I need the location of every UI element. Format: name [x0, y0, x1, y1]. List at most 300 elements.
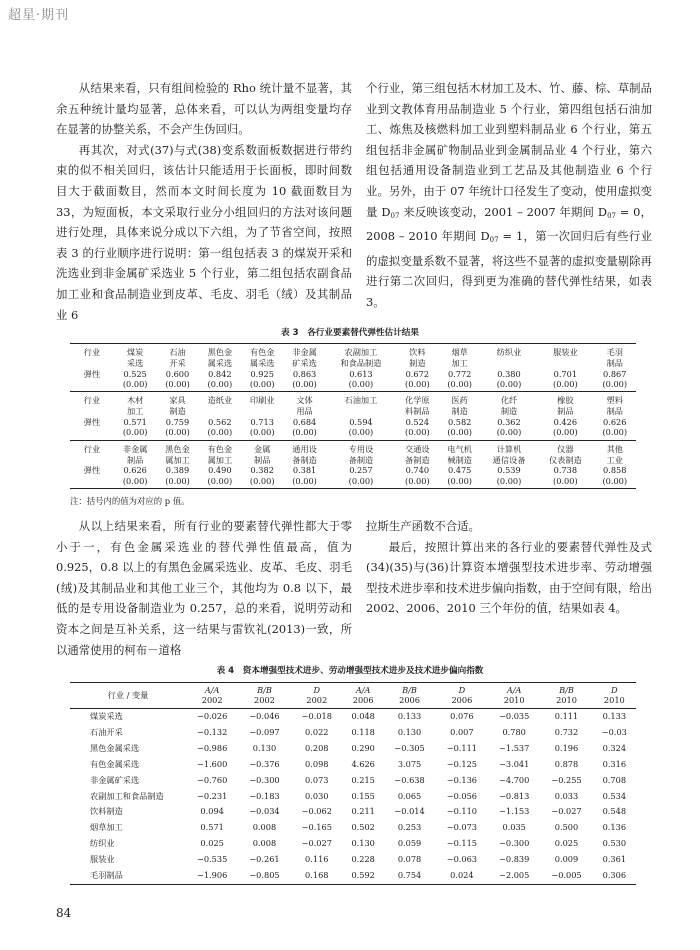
column-variable: D: [611, 685, 618, 695]
table-cell: −0.027: [551, 806, 582, 817]
industry-name: 化纤: [500, 395, 518, 406]
column-year: 2002: [254, 695, 275, 705]
industry-name: 服装业: [553, 347, 578, 357]
table4-tech-progress: [70, 682, 636, 885]
elasticity-value: 0.539: [497, 465, 521, 476]
elasticity-value: 0.571: [123, 417, 147, 427]
column-header: [383, 683, 435, 709]
elasticity-value: 0.863: [292, 368, 317, 379]
column-variable: B/B: [257, 685, 272, 695]
table-cell: −3.041: [499, 758, 530, 769]
column-header: [540, 683, 592, 709]
table-row: [70, 440, 636, 454]
elasticity-value: 0.613: [349, 368, 373, 379]
table3-note: 注：括号内的值为对应的 p 值。: [70, 496, 190, 506]
industry-name: 塑料: [606, 395, 623, 406]
elasticity-value: 0.626: [123, 465, 147, 476]
elasticity-value: 0.626: [603, 417, 627, 427]
body-column-mid-left: [56, 516, 352, 660]
elasticity-value: 0.382: [250, 465, 274, 476]
table-cell: 0.732: [554, 726, 579, 737]
table-cell: 0.098: [305, 758, 329, 769]
p-value: (0.00): [396, 476, 438, 489]
elasticity-value: 0.380: [497, 368, 521, 379]
industry-name: [537, 358, 593, 369]
table-row: [70, 741, 636, 757]
table-cell: 0.754: [397, 870, 422, 881]
elasticity-value: 0.381: [292, 465, 317, 476]
table-cell: −0.014: [394, 806, 425, 817]
column-variable: A/A: [506, 685, 522, 695]
elasticity-value: 0.672: [405, 368, 430, 379]
table-cell: −0.115: [446, 838, 478, 849]
industry-name: 黑色金: [207, 347, 233, 357]
industry-name: 有色金属采选: [90, 758, 140, 769]
p-value: (0.00): [481, 379, 537, 392]
industry-name: 属采选: [249, 357, 275, 368]
industry-name: 制品: [254, 454, 271, 465]
industry-name: 木材: [126, 395, 144, 406]
table-cell: 0.118: [351, 726, 375, 737]
table-cell: −0.027: [301, 838, 332, 849]
industry-name: 医药: [451, 395, 468, 406]
table-cell: −0.300: [249, 774, 280, 785]
column-header: [343, 683, 383, 709]
industry-name: [326, 406, 396, 417]
industry-name: [199, 406, 241, 417]
table-row: [70, 773, 636, 789]
industry-name: 交通设: [405, 443, 430, 454]
table-cell: −0.056: [446, 790, 478, 801]
table-cell: 0.025: [554, 838, 579, 849]
elasticity-value: 0.842: [208, 368, 232, 379]
table-cell: 0.078: [397, 854, 422, 865]
table-cell: 0.130: [252, 742, 277, 753]
table-cell: −1.906: [197, 870, 228, 881]
row-label-elasticity: 弹性: [83, 465, 101, 476]
p-value: (0.00): [326, 476, 396, 489]
table-cell: 0.316: [602, 758, 627, 769]
table-cell: −0.535: [197, 854, 228, 865]
industry-name: 备制造: [292, 454, 317, 465]
table-cell: 0.094: [200, 806, 224, 817]
table-cell: 0.780: [502, 726, 526, 737]
industry-name: 属加工: [165, 454, 190, 465]
column-year: 2006: [399, 695, 420, 705]
table-cell: −0.132: [197, 726, 228, 737]
industry-name: 服装业: [90, 854, 115, 865]
industry-name: 制品: [606, 406, 623, 417]
industry-name: 烟草: [451, 347, 468, 357]
column-header: [291, 683, 343, 709]
table-cell: −0.063: [446, 854, 478, 865]
table-cell: 0.007: [450, 726, 474, 737]
page-number: 84: [56, 906, 72, 920]
table-cell: 0.035: [502, 822, 526, 833]
table-cell: −0.183: [249, 790, 280, 801]
table-cell: 0.033: [554, 790, 579, 801]
table-cell: 0.211: [351, 806, 375, 817]
table-cell: 0.548: [602, 806, 627, 817]
industry-name: 采选: [126, 357, 144, 368]
table-row: [70, 465, 636, 475]
body-column-mid-right: [366, 516, 652, 619]
p-value: (0.00): [241, 379, 283, 392]
table-cell: −1.153: [499, 806, 530, 817]
p-value: (0.00): [481, 476, 537, 489]
table3-elasticity: [70, 343, 636, 489]
industry-name: 计算机: [496, 443, 522, 454]
table-row: [70, 392, 636, 406]
p-value: (0.00): [199, 379, 241, 392]
body-paragraph: 最后，按照计算出来的各行业的要素替代弹性及式(34)(35)与(36)计算资本增强型技术进步率、劳动增强型技术进步率和技术进步偏向指数，由于空间有限，给出 2002、2006、2010 三个年份的值，结果如表 4。: [366, 539, 652, 616]
industry-name: [241, 406, 283, 417]
elasticity-value: 0.562: [208, 417, 232, 427]
industry-name: 制造: [500, 406, 518, 417]
table-cell: 0.130: [397, 726, 422, 737]
table-row: [70, 379, 636, 392]
p-value: (0.00): [199, 427, 241, 440]
table-cell: −0.305: [394, 742, 425, 753]
table-cell: −0.165: [301, 822, 332, 833]
table-cell: −0.125: [446, 758, 478, 769]
elasticity-value: 0.701: [553, 368, 578, 379]
table-cell: 0.168: [305, 870, 329, 881]
industry-name: 饮料制造: [90, 806, 123, 817]
column-header: [238, 683, 290, 709]
elasticity-value: 0.600: [165, 368, 190, 379]
table-cell: −0.805: [249, 870, 280, 881]
table-cell: 0.030: [305, 790, 329, 801]
industry-name: 非金属: [122, 443, 148, 454]
p-value: (0.00): [594, 427, 636, 440]
table-row: [70, 836, 636, 852]
industry-name: 制造: [169, 406, 186, 417]
industry-name: 毛羽制品: [90, 870, 123, 881]
industry-name: 仪器: [557, 443, 574, 454]
industry-name: 加工: [126, 406, 144, 417]
elasticity-value: 0.257: [349, 465, 373, 476]
table4-row-header: 行业 / 变量: [70, 683, 186, 709]
elasticity-value: 0.740: [405, 465, 430, 476]
elasticity-value: 0.582: [447, 417, 472, 427]
column-year: 2002: [201, 695, 223, 705]
table-cell: 0.196: [554, 742, 579, 753]
industry-name: 属加工: [207, 454, 233, 465]
industry-name: 石油开采: [90, 726, 123, 737]
body-paragraph: 再其次，对式(37)与式(38)变系数面板数据进行带约束的似不相关回归，该估计只能适用于长面板，即时间数目大于截面数目，然而本文时间长度为 10 截面数目为 33，为短面板，本文采取行业分小组回归的方法对该问题进行处理，具体来说分成以下六组，为了节省空间，按照表 3 的行业顺序进行说明：第一组包括表 3 的煤炭开采和洗选业到非金属矿采选业 5 个行业，第二组包括农副食品加工业和食品制造业到皮革、毛皮、羽毛（绒）及其制品业 6: [56, 142, 352, 322]
table-cell: −0.231: [197, 790, 228, 801]
table-cell: 0.253: [397, 822, 422, 833]
industry-name: 化学原: [405, 395, 430, 406]
industry-name: 专用设: [348, 443, 374, 454]
table-cell: 0.136: [602, 822, 627, 833]
p-value: (0.00): [594, 379, 636, 392]
table-cell: −4.700: [499, 774, 530, 785]
column-year: 2010: [556, 695, 577, 705]
table-cell: −0.376: [249, 758, 280, 769]
p-value: (0.00): [439, 427, 481, 440]
industry-name: 印刷业: [249, 395, 275, 406]
table-cell: 0.571: [200, 822, 224, 833]
table-cell: −0.638: [394, 774, 425, 785]
row-label-spacer: [70, 358, 114, 369]
column-header: [436, 683, 488, 709]
column-variable: A/A: [204, 685, 220, 695]
elasticity-value: 0.713: [250, 417, 274, 427]
table-cell: 0.133: [602, 711, 627, 721]
elasticity-value: 0.867: [603, 368, 627, 379]
table-row: [70, 417, 636, 427]
industry-name: 饮料: [409, 347, 426, 357]
row-label-industry: 行业: [83, 347, 101, 357]
table-cell: −0.136: [446, 774, 478, 785]
p-value: (0.00): [241, 427, 283, 440]
p-value: (0.00): [156, 476, 198, 489]
table-cell: 0.048: [351, 711, 375, 721]
industry-name: 毛羽: [606, 347, 623, 357]
industry-name: 造纸业: [207, 395, 233, 406]
table-cell: 0.025: [200, 838, 224, 849]
p-value: (0.00): [537, 379, 593, 392]
row-label-industry: 行业: [83, 443, 101, 454]
p-value: (0.00): [199, 476, 241, 489]
column-variable: B/B: [402, 685, 417, 695]
table-cell: −0.111: [446, 742, 478, 753]
table-cell: 0.500: [554, 822, 579, 833]
industry-name: 用品: [296, 406, 313, 417]
elasticity-value: 0.738: [553, 465, 578, 476]
table-cell: 0.306: [602, 870, 627, 881]
table-cell: 0.361: [602, 854, 627, 865]
industry-name: 烟草加工: [90, 822, 123, 833]
column-variable: A/A: [355, 685, 371, 695]
industry-name: 有色金: [207, 443, 233, 454]
industry-name: 非金属: [292, 347, 317, 357]
table-cell: 4.626: [351, 758, 375, 769]
body-column-top-right: [366, 78, 652, 313]
industry-name: 农副加工: [344, 347, 378, 357]
elasticity-value: 0.426: [553, 417, 578, 427]
elasticity-value: 0.475: [447, 465, 472, 476]
column-variable: D: [313, 685, 321, 695]
column-variable: D: [458, 685, 466, 695]
p-value: (0.00): [283, 476, 325, 489]
table-cell: −0.034: [249, 806, 280, 817]
p-value: (0.00): [156, 427, 198, 440]
table-cell: −0.839: [499, 854, 530, 865]
column-header: [593, 683, 636, 709]
table-row: [70, 476, 636, 489]
table-cell: 0.228: [351, 854, 375, 865]
industry-name: [481, 358, 537, 369]
industry-name: 家具: [169, 395, 186, 406]
table-cell: 0.324: [602, 742, 627, 753]
table-cell: −0.026: [197, 711, 228, 721]
industry-name: 煤炭采选: [90, 711, 123, 721]
industry-name: 制品: [126, 454, 144, 465]
industry-name: 通信设备: [492, 454, 526, 465]
p-value: (0.00): [283, 427, 325, 440]
table-cell: −0.062: [301, 806, 332, 817]
column-year: 2006: [451, 695, 473, 705]
table-cell: −2.005: [499, 870, 530, 881]
table-row: [70, 804, 636, 820]
body-paragraph: 从以上结果来看，所有行业的要素替代弹性都大于零小于一，有色金属采选业的替代弹性值最高，值为 0.925，0.8 以上的有黑色金属采选业、皮革、毛皮、羽毛(绒)及其制品业和其他工业三个，其他均为 0.8 以下，最低的是专用设备制造业为 0.257，总的来看，说明劳动和资本之间是互补关系，这一结果与雷钦礼(2013)一致，所以通常使用的柯布－道格: [56, 519, 352, 657]
table-cell: −0.097: [249, 726, 280, 737]
table-cell: −0.035: [499, 711, 530, 721]
table-cell: 0.008: [252, 822, 277, 833]
table-cell: −1.600: [197, 758, 228, 769]
industry-name: 石油加工: [344, 395, 378, 406]
body-paragraph: 从结果来看，只有组间检验的 Rho 统计量不显著，其余五种统计量均显著，总体来看，可以认为两组变量均存在显著的协整关系，不会产生伪回归。: [56, 81, 352, 137]
industry-name: 橡胶: [557, 395, 574, 406]
table-cell: −0.03: [601, 726, 627, 737]
p-value: (0.00): [439, 476, 481, 489]
table-cell: 0.130: [351, 838, 375, 849]
industry-name: 制品: [606, 357, 623, 368]
column-year: 2010: [603, 695, 625, 705]
industry-name: 其他: [606, 443, 623, 454]
elasticity-value: 0.925: [250, 368, 274, 379]
table-cell: 0.592: [351, 870, 375, 881]
table-cell: 3.075: [397, 758, 422, 769]
elasticity-value: 0.759: [165, 417, 190, 427]
p-value: (0.00): [114, 379, 156, 392]
industry-name: 械制造: [447, 454, 472, 465]
p-value: (0.00): [326, 427, 396, 440]
industry-name: 煤炭: [126, 347, 144, 357]
p-value: (0.00): [114, 427, 156, 440]
elasticity-value: 0.594: [349, 417, 373, 427]
table-cell: 0.878: [554, 758, 579, 769]
table-cell: −0.760: [197, 774, 228, 785]
p-value: (0.00): [396, 427, 438, 440]
table-row: [70, 868, 636, 884]
table-cell: −1.537: [499, 742, 530, 753]
table-cell: 0.155: [351, 790, 375, 801]
p-value: (0.00): [481, 427, 537, 440]
table-cell: 0.530: [602, 838, 627, 849]
body-paragraph: 个行业，第三组包括木材加工及木、竹、藤、棕、草制品业到文教体育用品制造业 5 个行业，第四组包括石油加工、炼焦及核燃料加工业到塑料制品业 6 个行业，第五组包括非金属矿物制品业到金属制品业 4 个行业，第六组包括通用设备制造业到工艺品及其他制造业 6 个行业。另外，由于 07 年统计口径发生了变动，使用虚拟变量 $D_{07}$ 来反映该变动，2001 – 2007 年期间 $D_{07} = 0$，2008 – 2010 年期间 $D_{07} = 1$，第一次回归后有些行业的虚拟变量系数不显著，将这些不显著的虚拟变量剔除再进行第二次回归，得到更为准确的替代弹性结果，如表 3。: [366, 81, 652, 309]
row-label-spacer: [70, 476, 114, 489]
table-row: [70, 725, 636, 741]
table-cell: 0.502: [351, 822, 375, 833]
industry-name: 石油: [169, 347, 186, 357]
elasticity-value: 0.525: [123, 368, 147, 379]
column-year: 2002: [306, 695, 328, 705]
table-cell: 0.073: [305, 774, 329, 785]
p-value: (0.00): [326, 379, 396, 392]
row-label-industry: 行业: [83, 395, 101, 406]
table-cell: −0.018: [301, 711, 332, 721]
column-header: [488, 683, 540, 709]
table-cell: −0.073: [446, 822, 478, 833]
body-paragraph: 拉斯生产函数不合适。: [366, 519, 480, 533]
industry-name: 备制造: [405, 454, 430, 465]
table-row: [70, 406, 636, 417]
p-value: (0.00): [156, 379, 198, 392]
table-cell: 0.022: [305, 726, 329, 737]
industry-name: 金属: [254, 443, 271, 454]
row-label-elasticity: 弹性: [83, 417, 101, 427]
elasticity-value: 0.772: [447, 368, 472, 379]
row-label-spacer: [70, 379, 114, 392]
table-cell: −0.261: [249, 854, 280, 865]
industry-name: 文体: [296, 395, 313, 406]
table-row: [70, 820, 636, 836]
table-row: [70, 358, 636, 369]
industry-name: 非金属矿采选: [90, 774, 140, 785]
elasticity-value: 0.490: [208, 465, 232, 476]
industry-name: 矿采选: [292, 357, 317, 368]
table-cell: 0.116: [305, 854, 329, 865]
table-cell: 0.133: [397, 711, 422, 721]
table-row: [70, 369, 636, 379]
industry-name: 工业: [606, 454, 623, 465]
industry-name: 仪表制造: [548, 454, 582, 465]
table-cell: 0.076: [450, 711, 474, 721]
industry-name: 备制造: [348, 454, 374, 465]
row-label-spacer: [70, 455, 114, 466]
industry-name: 料制品: [405, 406, 430, 417]
table-cell: 0.290: [351, 742, 375, 753]
table-cell: −0.300: [499, 838, 530, 849]
table-cell: 0.708: [602, 774, 627, 785]
table-row: [70, 709, 636, 725]
elasticity-value: 0.524: [405, 417, 430, 427]
table-cell: 0.534: [602, 790, 627, 801]
column-header: [186, 683, 238, 709]
industry-name: 电气机: [447, 443, 472, 454]
table-cell: −0.255: [551, 774, 582, 785]
industry-name: 有色金: [249, 347, 275, 357]
p-value: (0.00): [537, 427, 593, 440]
table-row: [70, 852, 636, 868]
table-cell: −0.986: [197, 742, 228, 753]
elasticity-value: 0.858: [603, 465, 627, 476]
table-cell: 0.065: [397, 790, 422, 801]
industry-name: 纺织业: [496, 347, 522, 357]
p-value: (0.00): [396, 379, 438, 392]
table-cell: −0.046: [249, 711, 280, 721]
industry-name: 纺织业: [90, 838, 115, 849]
p-value: (0.00): [537, 476, 593, 489]
journal-brand-logo: 超星·期刊: [8, 8, 70, 23]
industry-name: 制品: [557, 406, 574, 417]
table-cell: −0.813: [499, 790, 530, 801]
table4-caption: 表 4 资本增强型技术进步、劳动增强型技术进步及技术进步偏向指数: [216, 666, 484, 676]
table-row: [70, 789, 636, 805]
column-year: 2010: [503, 695, 525, 705]
elasticity-value: 0.389: [165, 465, 190, 476]
table-cell: −0.005: [551, 870, 582, 881]
elasticity-value: 0.684: [292, 417, 317, 427]
p-value: (0.00): [283, 379, 325, 392]
industry-name: 制造: [451, 406, 468, 417]
p-value: (0.00): [114, 476, 156, 489]
row-label-spacer: [70, 406, 114, 417]
table-cell: 0.111: [554, 711, 579, 721]
table-row: [70, 344, 636, 358]
table-cell: 0.208: [305, 742, 329, 753]
table-cell: −0.110: [446, 806, 478, 817]
table-cell: 0.009: [554, 854, 579, 865]
table-row: [70, 455, 636, 466]
row-label-spacer: [70, 427, 114, 440]
row-label-elasticity: 弹性: [83, 368, 101, 379]
column-variable: B/B: [559, 685, 574, 695]
